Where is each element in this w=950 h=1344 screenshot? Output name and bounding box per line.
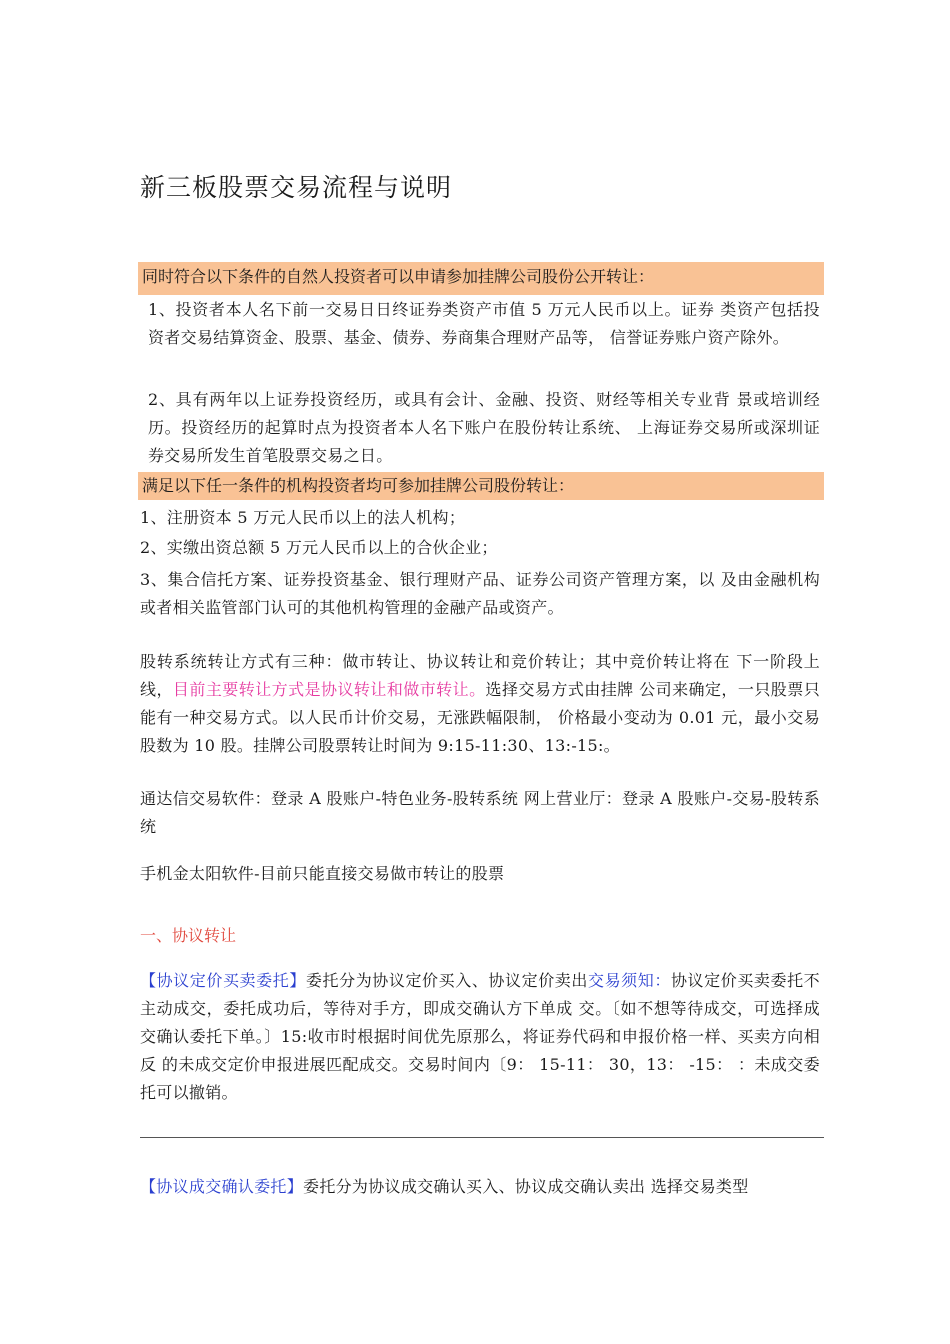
transfer-methods-text-2: 选择交易方式由挂牌 公司来确定，一只股票只能有一种交易方式。以人民币计价交易，无涨跌幅限制， 价格最小变动为 0.01 元，最小交易股数为 10 股。挂牌公司股票转让时间为 9:15-11:30、13:-15:。 xyxy=(140,680,821,755)
negotiated-price-text: 委托分为协议定价买入、协议定价卖出 xyxy=(305,971,588,990)
institution-condition-1: 1、注册资本 5 万元人民币以上的法人机构； xyxy=(140,508,466,527)
institution-investor-heading: 满足以下任一条件的机构投资者均可参加挂牌公司股份转让： xyxy=(138,472,824,500)
page-title: 新三板股票交易流程与说明 xyxy=(140,173,453,202)
natural-condition-2: 2、具有两年以上证券投资经历，或具有会计、金融、投资、财经等相关专业背 景或培训经历。投资经历的起算时点为投资者本人名下账户在股份转让系统、 上海证券交易所或深圳证券交易所发生首笔股票交易之日。 xyxy=(148,390,820,465)
negotiated-price-label: 【协议定价买卖委托】 xyxy=(140,971,306,990)
mobile-note: 手机金太阳软件-目前只能直接交易做市转让的股票 xyxy=(140,864,505,883)
natural-investor-heading: 同时符合以下条件的自然人投资者可以申请参加挂牌公司股份公开转让： xyxy=(138,262,824,295)
divider-line xyxy=(140,1137,824,1138)
transfer-methods-paragraph xyxy=(140,648,820,760)
negotiated-confirm-label: 【协议成交确认委托】 xyxy=(140,1177,304,1196)
trading-notice-label: 交易须知： xyxy=(587,971,671,990)
negotiated-confirm-text: 委托分为协议成交确认买入、协议成交确认卖出 选择交易类型 xyxy=(303,1177,749,1196)
institution-condition-2: 2、实缴出资总额 5 万元人民币以上的合伙企业； xyxy=(140,538,498,557)
institution-condition-3: 3、集合信托方案、证券投资基金、银行理财产品、证券公司资产管理方案，以 及由金融机构或者相关监管部门认可的其他机构管理的金融产品或资产。 xyxy=(140,570,820,617)
section-one-heading: 一、协议转让 xyxy=(140,926,237,945)
transfer-methods-text-1: 股转系统转让方式有三种：做市转让、协议转让和竞价转让；其中竞价转让将在 下一阶段上线， xyxy=(140,652,820,699)
negotiated-price-rest: 协议定价买卖委托不主动成交，委托成功后，等待对手方，即成交确认方下单成 交。〔如不想等待成交，可选择成交确认委托下单。〕15:收市时根据时间优先原那么，将证券代码和申报价格一样、买卖方向相反 的未成交定价申报进展匹配成交。交易时间内〔9： 15-11： 30，13： -15： ：未成交委托可以撤销。 xyxy=(140,971,820,1102)
transfer-methods-highlight: 目前主要转让方式是协议转让和做市转让。 xyxy=(172,680,486,699)
software-note: 通达信交易软件：登录 A 股账户-特色业务-股转系统 网上营业厅：登录 A 股账户-交易-股转系统 xyxy=(140,789,820,836)
natural-condition-1: 1、投资者本人名下前一交易日日终证券类资产市值 5 万元人民币以上。证券 类资产包括投资者交易结算资金、股票、基金、债券、券商集合理财产品等， 信誉证券账户资产除外。 xyxy=(148,300,820,347)
negotiated-confirm-block xyxy=(140,1173,824,1201)
negotiated-price-block xyxy=(140,967,820,1107)
